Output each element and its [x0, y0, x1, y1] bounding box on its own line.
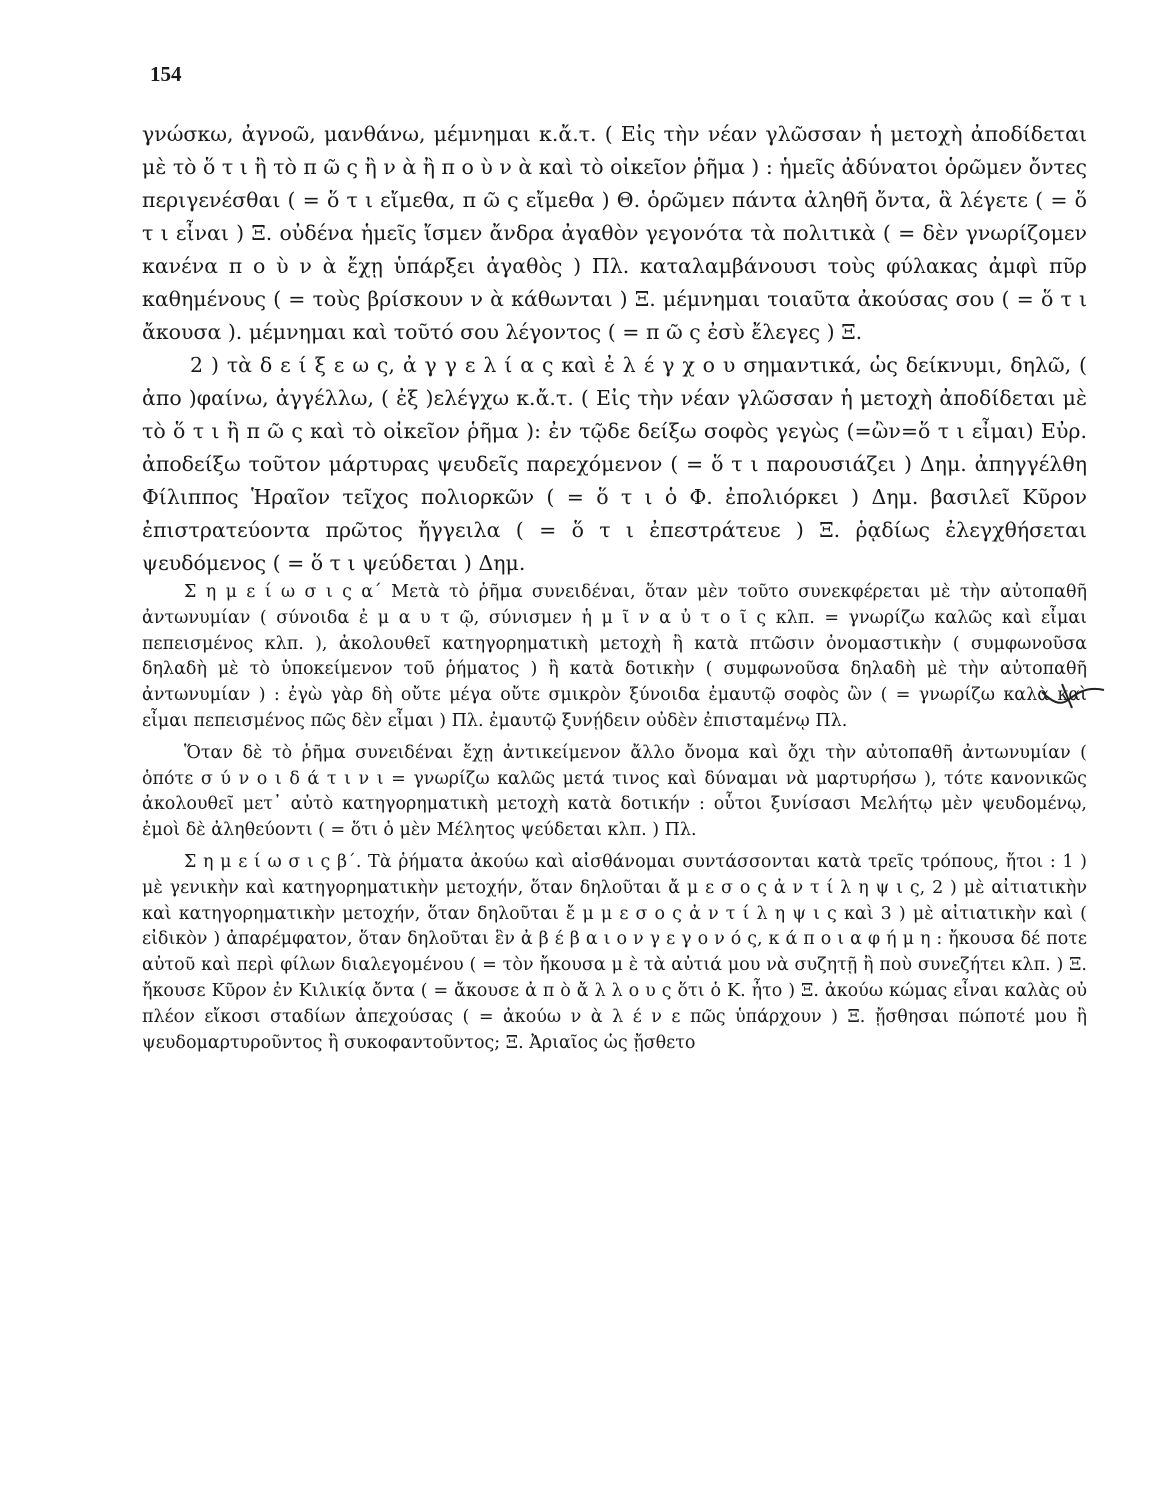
note-paragraph-1: Σ η μ ε ί ω σ ι ς α΄ Μετὰ τὸ ῥῆμα συνειδέναι, ὅταν μὲν τοῦτο συνεκφέρεται μὲ τὴν αὐτοπαθῆ ἀντωνυμίαν ( σύνοιδα ἐ μ α υ τ ῷ, σύνισμεν ἡ μ ῖ ν α ὐ τ ο ῖ ς κλπ. = γνωρίζω καλῶς καὶ εἶμαι πεπεισμένος κλπ. ), ἀκολουθεῖ κατηγορηματικὴ μετοχὴ ἢ κατὰ πτῶσιν ὀνομαστικὴν ( συμφωνοῦσα δηλαδὴ μὲ τὸ ὑποκείμενον τοῦ ῥήματος ) ἢ κατὰ δοτικὴν ( συμφωνοῦσα δηλαδὴ μὲ τὴν αὐτοπαθῆ ἀντωνυμίαν ) : ἐγὼ γὰρ δὴ οὔτε μέγα οὔτε σμικρὸν ξύνοιδα ἐμαυτῷ σοφὸς ὢν ( = γνωρίζω καλὰ καὶ εἶμαι πεπεισμένος πῶς δὲν εἶμαι ) Πλ. ἐμαυτῷ ξυνῄδειν οὐδὲν ἐπισταμένῳ Πλ.	[142, 582, 1087, 731]
notes-section	[142, 580, 1087, 1056]
main-text	[142, 118, 1087, 580]
note-paragraph-2: Ὅταν δὲ τὸ ῥῆμα συνειδέναι ἔχῃ ἀντικείμενον ἄλλο ὄνομα καὶ ὄχι τὴν αὐτοπαθῆ ἀντωνυμίαν ( ὁπότε σ ύ ν ο ι δ ά τ ι ν ι = γνωρίζω καλῶς μετά τινος καὶ δύναμαι νὰ μαρτυρήσω ), τότε κανονικῶς ἀκολουθεῖ μετ᾽ αὐτὸ κατηγορηματικὴ μετοχὴ κατὰ δοτικήν : οὗτοι ξυνίσασι Μελήτῳ μὲν ψευδομένῳ, ἐμοὶ δὲ ἀληθεύοντι ( = ὅτι ὁ μὲν Μέλητος ψεύδεται κλπ. ) Πλ.	[142, 742, 1087, 841]
page-body	[142, 118, 1087, 1062]
main-paragraph-2: 2 ) τὰ δ ε ί ξ ε ω ς, ἀ γ γ ε λ ί α ς καὶ ἐ λ έ γ χ ο υ σημαντικά, ὡς δείκνυμι, δηλῶ, ( ἀπο )φαίνω, ἀγγέλλω, ( ἐξ )ελέγχω κ.ἄ.τ. ( Εἰς τὴν νέαν γλῶσσαν ἡ μετοχὴ ἀποδίδεται μὲ τὸ ὅ τ ι ἢ π ῶ ς καὶ τὸ οἰκεῖον ῥῆμα ): ἐν τῷδε δείξω σοφὸς γεγὼς (=ὢν=ὅ τ ι εἶμαι) Εὐρ. ἀποδείξω τοῦτον μάρτυρας ψευδεῖς παρεχόμενον ( = ὅ τ ι παρουσιάζει ) Δημ. ἀπηγγέλθη Φίλιππος Ἡραῖον τεῖχος πολιορκῶν ( = ὅ τ ι ὁ Φ. ἐπολιόρκει ) Δημ. βασιλεῖ Κῦρον ἐπιστρατεύοντα πρῶτος ἤγγειλα ( = ὅ τ ι ἐπεστράτευε ) Ξ. ῥᾳδίως ἐλεγχθήσεται ψευδόμενος ( = ὅ τ ι ψεύδεται ) Δημ.	[142, 353, 1087, 575]
handwritten-check-mark	[1038, 678, 1110, 718]
page-number: 154	[150, 62, 182, 86]
main-paragraph-1: γνώσκω, ἀγνοῶ, μανθάνω, μέμνημαι κ.ἄ.τ. ( Εἰς τὴν νέαν γλῶσσαν ἡ μετοχὴ ἀποδίδεται μὲ τὸ ὅ τ ι ἢ τὸ π ῶ ς ἢ ν ὰ ἢ π ο ὺ ν ὰ καὶ τὸ οἰκεῖον ῥῆμα ) : ἡμεῖς ἀδύνατοι ὁρῶμεν ὄντες περιγενέσθαι ( = ὅ τ ι εἴμεθα, π ῶ ς εἴμεθα ) Θ. ὁρῶμεν πάντα ἀληθῆ ὄντα, ἃ λέγετε ( = ὅ τ ι εἶναι ) Ξ. οὐδένα ἡμεῖς ἴσμεν ἄνδρα ἀγαθὸν γεγονότα τὰ πολιτικὰ ( = δὲν γνωρίζομεν κανένα π ο ὺ ν ὰ ἔχῃ ὑπάρξει ἀγαθὸς ) Πλ. καταλαμβάνουσι τοὺς φύλακας ἀμφὶ πῦρ καθημένους ( = τοὺς βρίσκουν ν ὰ κάθωνται ) Ξ. μέμνημαι τοιαῦτα ἀκούσας σου ( = ὅ τ ι ἄκουσα ). μέμνημαι καὶ τοῦτό σου λέγοντος ( = π ῶ ς ἐσὺ ἔλεγες ) Ξ.	[142, 122, 1087, 344]
note-paragraph-3: Σ η μ ε ί ω σ ι ς β΄. Τὰ ῥήματα ἀκούω καὶ αἰσθάνομαι συντάσσονται κατὰ τρεῖς τρόπους, ἤτοι : 1 ) μὲ γενικὴν καὶ κατηγορηματικὴν μετοχήν, ὅταν δηλοῦται ἄ μ ε σ ο ς ἀ ν τ ί λ η ψ ι ς, 2 ) μὲ αἰτιατικὴν καὶ κατηγορηματικὴν μετοχήν, ὅταν δηλοῦται ἔ μ μ ε σ ο ς ἀ ν τ ί λ η ψ ι ς καὶ 3 ) μὲ αἰτιατικὴν καὶ ( εἰδικὸν ) ἀπαρέμφατον, ὅταν δηλοῦται ἓν ἀ β έ β α ι ο ν γ ε γ ο ν ό ς, κ ά π ο ι α φ ή μ η : ἤκουσα δέ ποτε αὐτοῦ καὶ περὶ φίλων διαλεγομένου ( = τὸν ἤκουσα μ ὲ τὰ αὐτιά μου νὰ συζητῇ ἢ ποὺ συνεζήτει κλπ. ) Ξ. ἤκουσε Κῦρον ἐν Κιλικίᾳ ὄντα ( = ἄκουσε ἀ π ὸ ἄ λ λ ο υ ς ὅτι ὁ Κ. ἦτο ) Ξ. ἀκούω κώμας εἶναι καλὰς οὐ πλέον εἴκοσι σταδίων ἀπεχούσας ( = ἀκούω ν ὰ λ έ ν ε πῶς ὑπάρχουν ) Ξ. ᾔσθησαι πώποτέ μου ἢ ψευδομαρτυροῦντος ἢ συκοφαντοῦντος; Ξ. Ἀριαῖος ὡς ᾔσθετο	[142, 851, 1087, 1053]
